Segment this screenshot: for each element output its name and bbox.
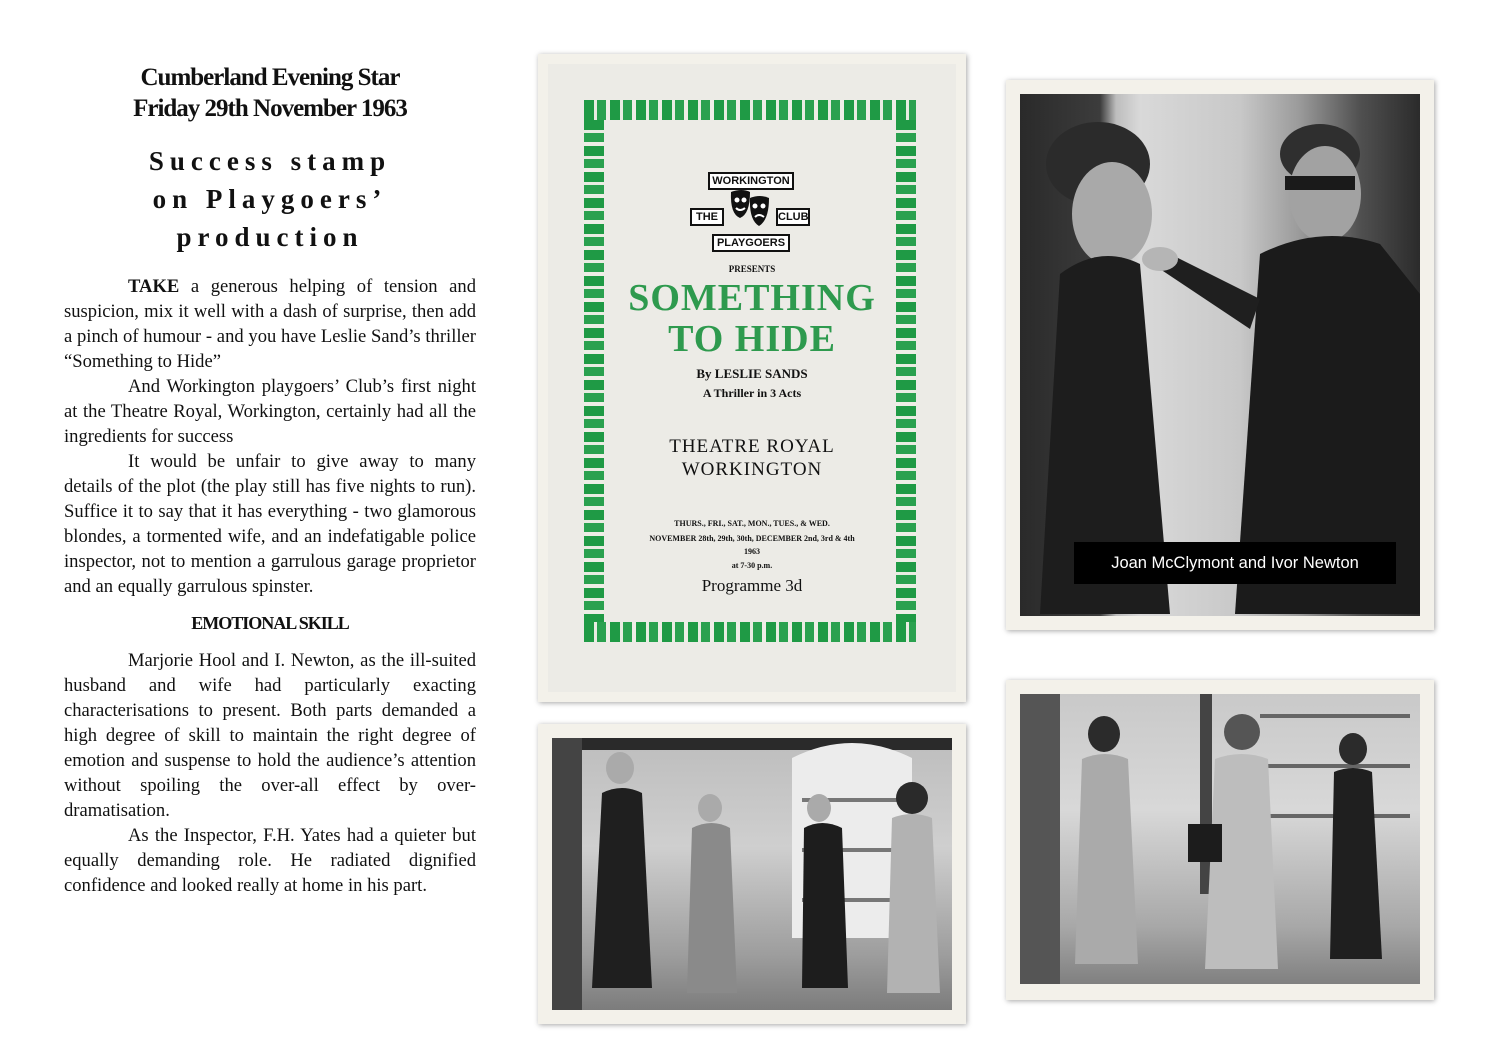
logo-banner-left: THE [690, 208, 724, 226]
paragraph-5: As the Inspector, F.H. Yates had a quieter but equally demanding role. He radiated dignified confidence and looked really at home in his part. [64, 825, 476, 896]
presents-label: PRESENTS [728, 264, 776, 274]
stage-scene-photo-2 [1020, 694, 1420, 984]
programme-border-bottom [584, 622, 916, 642]
article-body [64, 274, 476, 898]
performance-time: at 7-30 p.m. [731, 561, 773, 570]
portrait-photo [1020, 94, 1420, 616]
headline-line-1: Success stamp [148, 146, 392, 176]
logo-banner-right: CLUB [776, 208, 810, 226]
stage-scene-photo-card-1 [538, 724, 966, 1024]
headline-line-3: production [176, 222, 364, 252]
paragraph-3: It would be unfair to give away to many details of the plot (the play still has five nights to run). Suffice it to say that it has everything - two glamorous blondes, a tormented wife, and an indefatigable police inspector, not to mention a garrulous garage proprietor and an equally garrulous spinster. [64, 451, 476, 597]
masthead-date: Friday 29th November 1963 [133, 95, 407, 122]
portrait-figures-image [1020, 94, 1420, 616]
photo-caption: Joan McClymont and Ivor Newton [1074, 542, 1396, 584]
performance-dates: NOVEMBER 28th, 29th, 30th, DECEMBER 2nd, 3rd & 4th [649, 534, 855, 543]
playgoers-club-logo [690, 172, 808, 254]
lead-word: TAKE [128, 276, 180, 297]
stage-scene-2-image [1020, 694, 1420, 984]
performance-year: 1963 [744, 547, 760, 556]
stage-scene-photo-card-2 [1006, 680, 1434, 1000]
stage-scene-photo-1 [552, 738, 952, 1010]
programme-price: Programme 3d [701, 576, 803, 595]
paragraph-2: And Workington playgoers’ Club’s first night at the Theatre Royal, Workington, certainly had all the ingredients for success [64, 376, 476, 447]
programme-paper [548, 64, 956, 692]
logo-banner-top: WORKINGTON [708, 172, 794, 190]
play-title-line-2: TO HIDE [668, 318, 836, 360]
stage-scene-1-image [552, 738, 952, 1010]
paragraph-1-text: a generous helping of tension and suspicion, mix it well with a dash of surprise, then add a pinch of humour - and you have Leslie Sand’s thriller “Something to Hide” [64, 276, 476, 372]
theatre-masks-icon [728, 188, 772, 234]
programme-cover-photo [538, 54, 966, 702]
programme-border-top [584, 100, 916, 120]
newspaper-article [64, 62, 476, 898]
logo-banner-bottom: PLAYGOERS [712, 234, 790, 252]
article-headline [64, 142, 476, 256]
genre-line: A Thriller in 3 Acts [702, 386, 802, 400]
venue-line-1: THEATRE ROYAL [669, 436, 835, 457]
play-title-line-1: SOMETHING [628, 277, 876, 319]
paragraph-4: Marjorie Hool and I. Newton, as the ill-suited husband and wife had particularly exacting characterisations to present. Both parts demanded a high degree of skill to maintain the right degree of emotion and suspense to hold the audience’s attention without spoiling the over-all effect by over-dramatisation. [64, 650, 476, 821]
venue-line-2: WORKINGTON [681, 459, 823, 480]
author-line: By LESLIE SANDS [696, 366, 808, 381]
masthead-paper-name: Cumberland Evening Star [140, 64, 400, 91]
subheading: EMOTIONAL SKILL [191, 613, 349, 633]
paragraph-1 [64, 274, 476, 374]
masthead [64, 62, 476, 124]
performance-days: THURS., FRI., SAT., MON., TUES., & WED. [674, 519, 830, 528]
headline-line-2: on Playgoers’ [152, 184, 388, 214]
